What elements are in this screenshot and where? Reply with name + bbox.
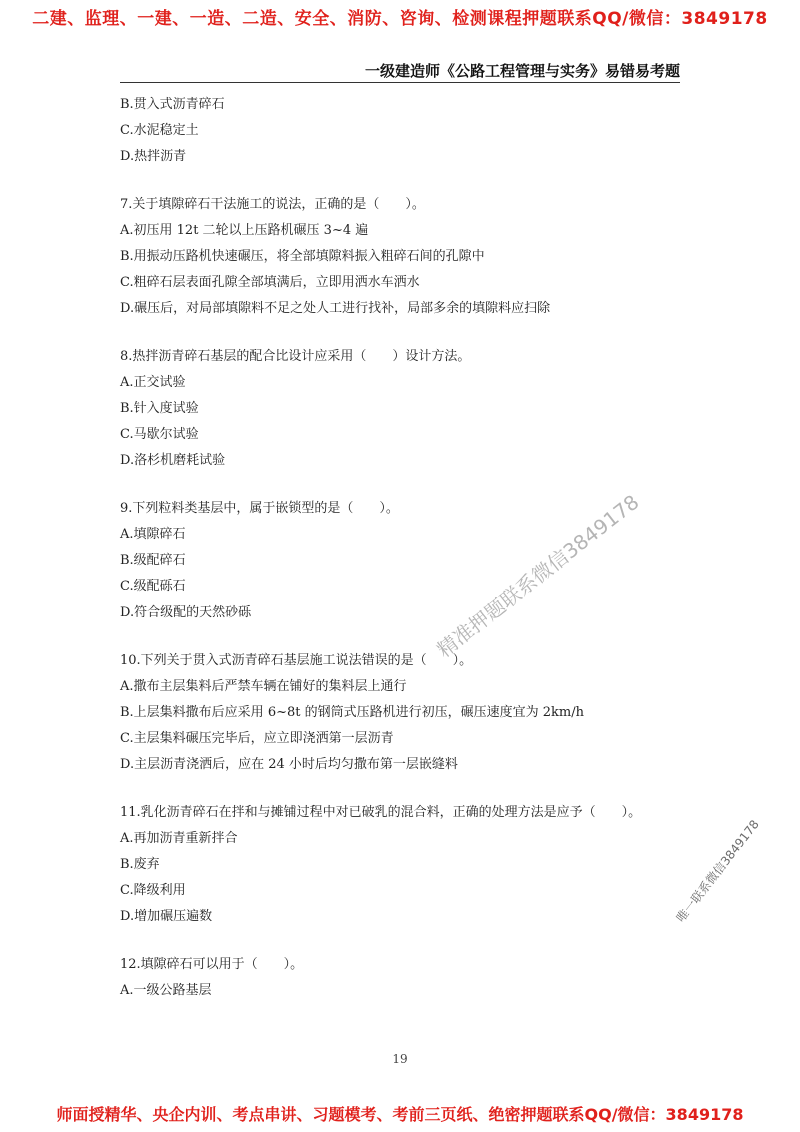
option-c: C.马歇尔试验 bbox=[120, 427, 199, 442]
document-body bbox=[120, 92, 700, 1004]
option-d: D.洛杉机磨耗试验 bbox=[120, 453, 226, 468]
diagonal-watermark: 精准押题联系微信3849178 bbox=[432, 489, 644, 663]
option-a: A.撒布主层集料后严禁车辆在铺好的集料层上通行 bbox=[120, 679, 407, 694]
question-7 bbox=[120, 192, 700, 322]
option-b: B.用振动压路机快速碾压，将全部填隙料振入粗碎石间的孔隙中 bbox=[120, 249, 485, 264]
option-b: B.级配碎石 bbox=[120, 553, 186, 568]
question-12 bbox=[120, 952, 700, 1004]
option-a: A.一级公路基层 bbox=[120, 983, 212, 998]
top-promo-banner: 二建、监理、一建、一造、二造、安全、消防、咨询、检测课程押题联系QQ/微信：3849178 bbox=[32, 9, 768, 29]
option-a: A.正交试验 bbox=[120, 375, 186, 390]
document-header-title: 一级建造师《公路工程管理与实务》易错易考题 bbox=[364, 62, 680, 80]
question-10 bbox=[120, 648, 700, 778]
option-d: D.碾压后，对局部填隙料不足之处人工进行找补，局部多余的填隙料应扫除 bbox=[120, 301, 551, 316]
option-a: A.填隙碎石 bbox=[120, 527, 186, 542]
continuation-options bbox=[120, 92, 700, 170]
question-stem: 7.关于填隙碎石干法施工的说法，正确的是（ ）。 bbox=[120, 197, 425, 212]
option-d: D.热拌沥青 bbox=[120, 149, 187, 164]
option-c: C.粗碎石层表面孔隙全部填满后，立即用洒水车洒水 bbox=[120, 275, 420, 290]
option-d: D.主层沥青浇洒后，应在 24 小时后均匀撒布第一层嵌缝料 bbox=[120, 757, 458, 772]
side-watermark: 唯一联系微信3849178 bbox=[673, 817, 762, 925]
option-b: B.废弃 bbox=[120, 857, 160, 872]
header-divider bbox=[120, 82, 680, 83]
question-11 bbox=[120, 800, 700, 930]
option-b: B.贯入式沥青碎石 bbox=[120, 97, 225, 112]
option-c: C.主层集料碾压完毕后，应立即浇洒第一层沥青 bbox=[120, 731, 394, 746]
question-stem: 8.热拌沥青碎石基层的配合比设计应采用（ ）设计方法。 bbox=[120, 349, 471, 364]
option-b: B.针入度试验 bbox=[120, 401, 199, 416]
option-a: A.初压用 12t 二轮以上压路机碾压 3~4 遍 bbox=[120, 223, 369, 238]
bottom-promo-banner: 师面授精华、央企内训、考点串讲、习题模考、考前三页纸、绝密押题联系QQ/微信：3849178 bbox=[56, 1105, 744, 1124]
question-stem: 10.下列关于贯入式沥青碎石基层施工说法错误的是（ ）。 bbox=[120, 653, 473, 668]
question-stem: 12.填隙碎石可以用于（ ）。 bbox=[120, 957, 304, 972]
option-b: B.上层集料撒布后应采用 6~8t 的钢筒式压路机进行初压，碾压速度宜为 2km/h bbox=[120, 705, 584, 720]
page-number: 19 bbox=[392, 1052, 408, 1066]
option-c: C.级配砾石 bbox=[120, 579, 186, 594]
question-8 bbox=[120, 344, 700, 474]
option-c: C.降级利用 bbox=[120, 883, 186, 898]
question-stem: 9.下列粒料类基层中，属于嵌锁型的是（ ）。 bbox=[120, 501, 399, 516]
option-c: C.水泥稳定土 bbox=[120, 123, 199, 138]
question-stem: 11.乳化沥青碎石在拌和与摊铺过程中对已破乳的混合料，正确的处理方法是应予（ ）。 bbox=[120, 805, 642, 820]
option-a: A.再加沥青重新拌合 bbox=[120, 831, 238, 846]
option-d: D.符合级配的天然砂砾 bbox=[120, 605, 252, 620]
option-d: D.增加碾压遍数 bbox=[120, 909, 213, 924]
